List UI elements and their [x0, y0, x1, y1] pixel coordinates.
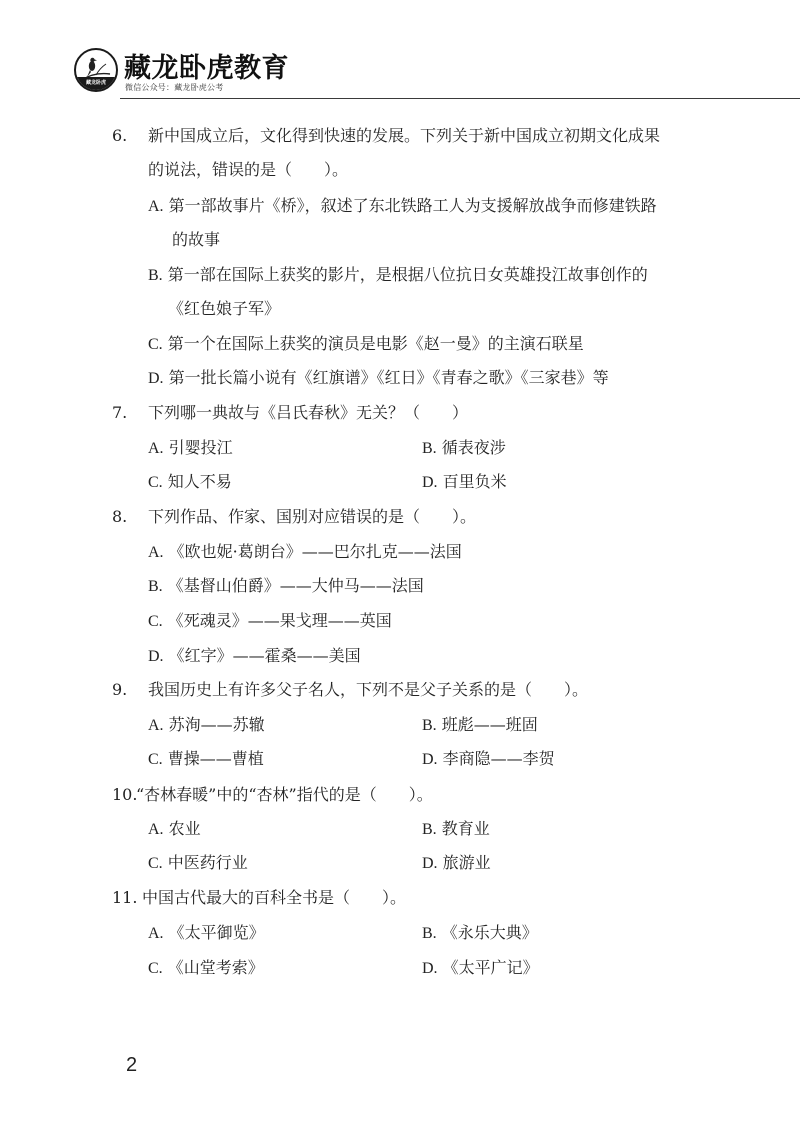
- option-text: 农业: [168, 819, 201, 838]
- question-stem-line: 我国历史上有许多父子名人，下列不是父子关系的是（ ）。: [148, 680, 589, 699]
- option-letter: D.: [422, 474, 438, 491]
- option-d: [422, 471, 507, 494]
- question-stem-line: 的说法，错误的是（ ）。: [148, 160, 349, 179]
- option-text: 第一部在国际上获奖的影片，是根据八位抗日女英雄投江故事创作的: [167, 265, 648, 284]
- option-d: [422, 748, 555, 771]
- option-d: [422, 957, 539, 980]
- option-a: [148, 195, 657, 218]
- question-number: 8.: [112, 507, 128, 526]
- option-letter: C.: [148, 474, 163, 491]
- option-a: [148, 541, 462, 564]
- option-text: 引婴投江: [168, 438, 233, 457]
- option-letter: D.: [422, 960, 438, 977]
- page-number: 2: [126, 1054, 138, 1076]
- option-letter: D.: [422, 855, 438, 872]
- option-c: [148, 852, 248, 875]
- option-d: [148, 645, 361, 668]
- option-text: 《死魂灵》——果戈理——英国: [167, 611, 392, 630]
- option-text: 苏洵——苏辙: [168, 715, 265, 734]
- option-a: [148, 714, 265, 737]
- option-letter: A.: [148, 717, 164, 734]
- option-text: 《山堂考索》: [167, 958, 264, 977]
- option-text: 循表夜涉: [441, 438, 506, 457]
- option-letter: A.: [148, 440, 164, 457]
- logo-caption: 藏龙卧虎: [85, 80, 106, 86]
- option-letter: B.: [148, 578, 163, 595]
- option-b: [422, 437, 506, 460]
- option-b: [422, 714, 538, 737]
- option-text: 《欧也妮·葛朗台》——巴尔扎克——法国: [168, 542, 462, 561]
- option-b: [422, 818, 490, 841]
- option-letter: C.: [148, 960, 163, 977]
- question-stem-line: 下列哪一典故与《吕氏春秋》无关？（ ）: [148, 403, 469, 422]
- brand-subtitle: 微信公众号：藏龙卧虎公考: [125, 83, 224, 92]
- question-stem-line: 中国古代最大的百科全书是（ ）。: [142, 888, 407, 907]
- question-number: 6.: [112, 126, 128, 145]
- option-c: [148, 333, 584, 356]
- option-text: 第一部故事片《桥》，叙述了东北铁路工人为支援解放战争而修建铁路: [168, 196, 657, 215]
- option-d: [422, 852, 491, 875]
- option-text: 旅游业: [442, 853, 491, 872]
- question-stem-line: 下列作品、作家、国别对应错误的是（ ）。: [148, 507, 477, 526]
- question-stem-line: 新中国成立后，文化得到快速的发展。下列关于新中国成立初期文化成果: [148, 126, 661, 145]
- option-b: [422, 922, 538, 945]
- option-letter: C.: [148, 613, 163, 630]
- option-c: [148, 471, 232, 494]
- option-letter: B.: [422, 925, 437, 942]
- option-text: 《太平广记》: [442, 958, 539, 977]
- option-letter: C.: [148, 855, 163, 872]
- option-a: [148, 818, 201, 841]
- option-text: 曹操——曹植: [167, 749, 264, 768]
- option-letter: D.: [148, 370, 164, 387]
- question-number: 9.: [112, 680, 128, 699]
- option-c: [148, 610, 392, 633]
- option-letter: B.: [422, 717, 437, 734]
- option-b: [148, 575, 424, 598]
- option-text-continued: 的故事: [172, 230, 221, 249]
- question-stem-line: “杏林春暖”中的“杏林”指代的是（ ）。: [136, 785, 433, 804]
- option-text: 《太平御览》: [168, 923, 265, 942]
- option-letter: B.: [422, 440, 437, 457]
- brand-name: 藏龙卧虎教育: [124, 53, 289, 84]
- option-text: 教育业: [441, 819, 490, 838]
- option-text: 班彪——班固: [441, 715, 538, 734]
- option-text: 《红字》——霍桑——美国: [168, 646, 361, 665]
- option-text: 百里负米: [442, 472, 507, 491]
- option-letter: D.: [148, 648, 164, 665]
- question-number: 7.: [112, 403, 128, 422]
- option-a: [148, 437, 233, 460]
- option-letter: A.: [148, 198, 164, 215]
- option-letter: D.: [422, 751, 438, 768]
- option-letter: A.: [148, 544, 164, 561]
- option-letter: A.: [148, 925, 164, 942]
- question-number: 10.: [112, 785, 138, 804]
- option-letter: B.: [148, 267, 163, 284]
- option-text: 中医药行业: [167, 853, 248, 872]
- option-text: 第一个在国际上获奖的演员是电影《赵一曼》的主演石联星: [167, 334, 584, 353]
- option-c: [148, 957, 264, 980]
- option-text: 《基督山伯爵》——大仲马——法国: [167, 576, 424, 595]
- option-c: [148, 748, 264, 771]
- option-letter: A.: [148, 821, 164, 838]
- option-text: 李商隐——李贺: [442, 749, 555, 768]
- option-text: 知人不易: [167, 472, 232, 491]
- option-b: [148, 264, 648, 287]
- question-number: 11.: [112, 888, 138, 907]
- option-letter: B.: [422, 821, 437, 838]
- option-text: 《永乐大典》: [441, 923, 538, 942]
- option-letter: C.: [148, 336, 163, 353]
- option-letter: C.: [148, 751, 163, 768]
- option-d: [148, 367, 609, 390]
- option-text: 第一批长篇小说有《红旗谱》《红日》《青春之歌》《三家巷》等: [168, 368, 609, 387]
- option-text-continued: 《红色娘子军》: [168, 299, 281, 318]
- option-a: [148, 922, 265, 945]
